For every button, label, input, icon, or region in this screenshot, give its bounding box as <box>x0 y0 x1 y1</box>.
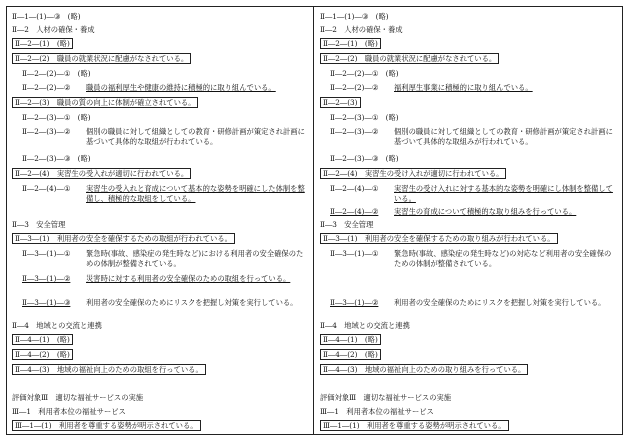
section-heading <box>12 321 312 331</box>
section-heading <box>320 220 620 230</box>
boxed-item: Ⅱ―4―(2) (略) <box>12 349 73 360</box>
item-text: 緊急時(事故、感染症の発生時など)における利用者の安全確保のための体制が整備されている。 <box>86 249 304 268</box>
boxed-item: Ⅱ―4―(2) (略) <box>320 349 381 360</box>
item-text: 実習生の受け入れに対する基本的な姿勢を明確にし体制を整備している。 <box>394 184 613 203</box>
item-text: 実習生の受入れと育成について基本的な姿勢を明確にした体制を整備し、積極的な取組をしている。 <box>86 184 305 203</box>
boxed-item: Ⅱ―2―(2) 職員の就業状況に配慮がなされている。 <box>320 53 499 64</box>
heading-text: Ⅱ―3 安全管理 <box>320 220 374 229</box>
item <box>320 350 620 360</box>
section-heading <box>12 393 312 403</box>
boxed-item: Ⅲ―1―(1) 利用者を尊重する姿勢が明示されている。 <box>320 420 509 431</box>
item-code: Ⅱ―3―(1)―③ <box>22 298 71 307</box>
item-text: 利用者の安全確保のためにリスクを把握し対策を実行している。 <box>394 298 606 307</box>
item <box>12 335 312 345</box>
heading-text: Ⅲ―1 利用者本位の福祉サービス <box>320 407 434 416</box>
boxed-item: Ⅱ―2―(3) 職員の質の向上に体制が確立されている。 <box>12 97 198 108</box>
column-divider <box>313 6 314 435</box>
section-heading <box>12 220 312 230</box>
item-text: 実習生の育成について積極的な取り組みを行っている。 <box>394 207 577 216</box>
item <box>320 12 620 22</box>
boxed-item: Ⅱ―4―(1) (略) <box>12 334 73 345</box>
item <box>320 335 620 345</box>
item <box>320 54 620 64</box>
section-heading <box>12 25 312 35</box>
boxed-item: Ⅱ―2―(4) 実習生の受入れが適切に行われている。 <box>12 168 191 179</box>
heading-text: Ⅱ―3 安全管理 <box>12 220 66 229</box>
item-text: Ⅱ―1―(1)―③ (略) <box>320 12 389 21</box>
boxed-item: Ⅱ―4―(3) 地域の福祉向上のための取組を行っている。 <box>12 364 206 375</box>
item-text: 緊急時(事故、感染症の発生時など)の対応など利用者の安全確保のための体制が整備されている。 <box>394 249 612 268</box>
item-text: Ⅱ―2―(2)―① (略) <box>330 69 399 78</box>
section-heading <box>12 407 312 417</box>
item-text: Ⅱ―2―(3)―① (略) <box>22 113 91 122</box>
boxed-item: Ⅱ―2―(3) <box>320 97 361 108</box>
item <box>320 234 620 244</box>
item <box>12 169 312 179</box>
item <box>12 421 312 431</box>
heading-text: Ⅱ―4 地域との交流と連携 <box>320 321 410 330</box>
boxed-item: Ⅱ―3―(1) 利用者の安全を確保するための取組が行われている。 <box>12 233 235 244</box>
item-text: Ⅱ―1―(1)―③ (略) <box>12 12 81 21</box>
item <box>320 421 620 431</box>
boxed-item: Ⅱ―4―(3) 地域の福祉向上のための取り組みを行っている。 <box>320 364 528 375</box>
section-heading <box>320 407 620 417</box>
section-heading <box>320 25 620 35</box>
item-code: Ⅱ―2―(4)―① <box>330 184 379 193</box>
item-code: Ⅱ―3―(1)―① <box>22 249 71 258</box>
item <box>12 39 312 49</box>
item-code: Ⅱ―3―(1)―② <box>330 298 379 307</box>
item <box>12 365 312 375</box>
item <box>320 169 620 179</box>
section-heading <box>320 393 620 403</box>
item-text: 職員の福利厚生や健康の維持に積極的に取り組んでいる。 <box>86 83 276 92</box>
boxed-item: Ⅱ―2―(1) (略) <box>320 38 381 49</box>
item-text: Ⅱ―2―(3)―③ (略) <box>330 154 399 163</box>
heading-text: 評価対象Ⅲ 適切な福祉サービスの実施 <box>320 393 452 402</box>
item <box>12 350 312 360</box>
item <box>12 98 312 108</box>
item-text: Ⅱ―2―(3)―① (略) <box>330 113 399 122</box>
item-code: Ⅱ―2―(2)―② <box>22 83 71 92</box>
item <box>320 365 620 375</box>
item-text: Ⅱ―2―(3)―③ (略) <box>22 154 91 163</box>
heading-text: Ⅱ―2 人材の確保・養成 <box>320 25 403 34</box>
item-text: 災害時に対する利用者の安全確保のための取組を行っている。 <box>86 274 291 283</box>
boxed-item: Ⅱ―2―(4) 実習生の受け入れが適切に行われている。 <box>320 168 506 179</box>
item-code: Ⅱ―2―(2)―② <box>330 83 379 92</box>
boxed-item: Ⅱ―2―(1) (略) <box>12 38 73 49</box>
item-text: 利用者の安全確保のためにリスクを把握し対策を実行している。 <box>86 298 298 307</box>
boxed-item: Ⅱ―2―(2) 職員の就業状況に配慮がなされている。 <box>12 53 191 64</box>
boxed-item: Ⅱ―3―(1) 利用者の安全を確保するための取り組みが行われている。 <box>320 233 558 244</box>
item-code: Ⅱ―3―(1)―① <box>330 249 379 258</box>
item-text: 個別の職員に対して組織としての教育・研修計画が策定され計画に基づいて具体的な取組が行われている。 <box>86 127 305 146</box>
item <box>12 234 312 244</box>
item-text: 福利厚生事業に積極的に取り組んでいる。 <box>394 83 533 92</box>
item-code: Ⅱ―2―(4)―② <box>330 207 379 216</box>
item-code: Ⅱ―2―(3)―② <box>22 127 71 136</box>
boxed-item: Ⅱ―4―(1) (略) <box>320 334 381 345</box>
item-code: Ⅱ―2―(3)―② <box>330 127 379 136</box>
heading-text: Ⅱ―2 人材の確保・養成 <box>12 25 95 34</box>
boxed-item: Ⅲ―1―(1) 利用者を尊重する姿勢が明示されている。 <box>12 420 201 431</box>
section-heading <box>320 321 620 331</box>
item-text: 個別の職員に対して組織としての教育・研修計画が策定され計画に基づいて具体的な取組みが行われている。 <box>394 127 613 146</box>
heading-text: Ⅱ―4 地域との交流と連携 <box>12 321 102 330</box>
heading-text: Ⅲ―1 利用者本位の福祉サービス <box>12 407 126 416</box>
item-text: Ⅱ―2―(2)―① (略) <box>22 69 91 78</box>
item-code: Ⅱ―3―(1)―② <box>22 274 71 283</box>
heading-text: 評価対象Ⅲ 適切な福祉サービスの実施 <box>12 393 144 402</box>
item <box>12 54 312 64</box>
item-code: Ⅱ―2―(4)―① <box>22 184 71 193</box>
item <box>12 12 312 22</box>
item <box>320 39 620 49</box>
item <box>320 98 620 108</box>
